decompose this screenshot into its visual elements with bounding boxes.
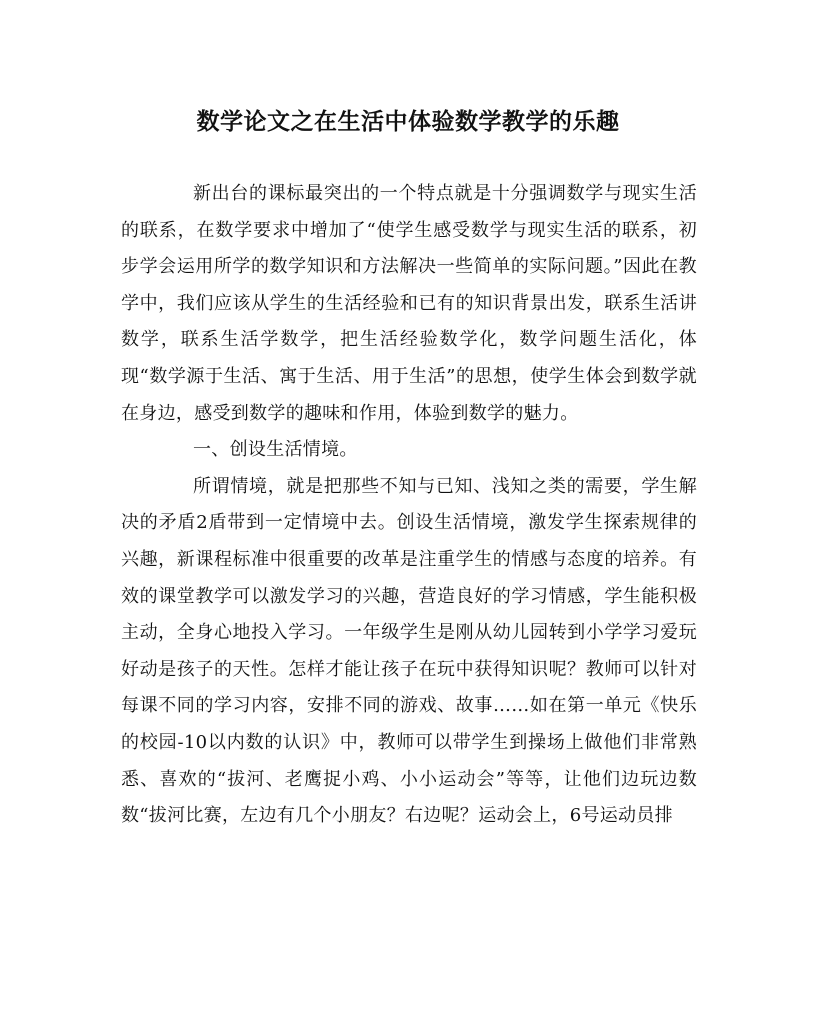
section-heading-1: 一、创设生活情境。	[193, 439, 358, 461]
paragraph-situation: 所谓情境，就是把那些不知与已知、浅知之类的需要，学生解决的矛盾2盾带到一定情境中去。创设生活情境，激发学生探索规律的兴趣，新课程标准中很重要的改革是注重学生的情感与态度的培养。有效的课堂教学可以激发学习的兴趣，营造良好的学习情感，学生能积极主动，全身心地投入学习。一年级学生是刚从幼儿园转到小学学习爱玩好动是孩子的天性。怎样才能让孩子在玩中获得知识呢？教师可以针对每课不同的学习内容，安排不同的游戏、故事……如在第一单元《快乐的校园-10以内数的认识》中，教师可以带学生到操场上做他们非常熟悉、喜欢的“拔河、老鹰捉小鸡、小小运动会”等等，让他们边玩边数数“拔河比赛，左边有几个小朋友？右边呢？运动会上，6号运动员排	[121, 475, 697, 827]
document-body	[121, 176, 697, 835]
paragraph-intro: 新出台的课标最突出的一个特点就是十分强调数学与现实生活的联系，在数学要求中增加了“使学生感受数学与现实生活的联系，初步学会运用所学的数学知识和方法解决一些简单的实际问题。”因此在教学中，我们应该从学生的生活经验和已有的知识背景出发，联系生活讲数学，联系生活学数学，把生活经验数学化，数学问题生活化，体现“数学源于生活、寓于生活、用于生活”的思想，使学生体会到数学就在身边，感受到数学的趣味和作用，体验到数学的魅力。	[121, 183, 697, 424]
document-title: 数学论文之在生活中体验数学教学的乐趣	[196, 108, 620, 135]
